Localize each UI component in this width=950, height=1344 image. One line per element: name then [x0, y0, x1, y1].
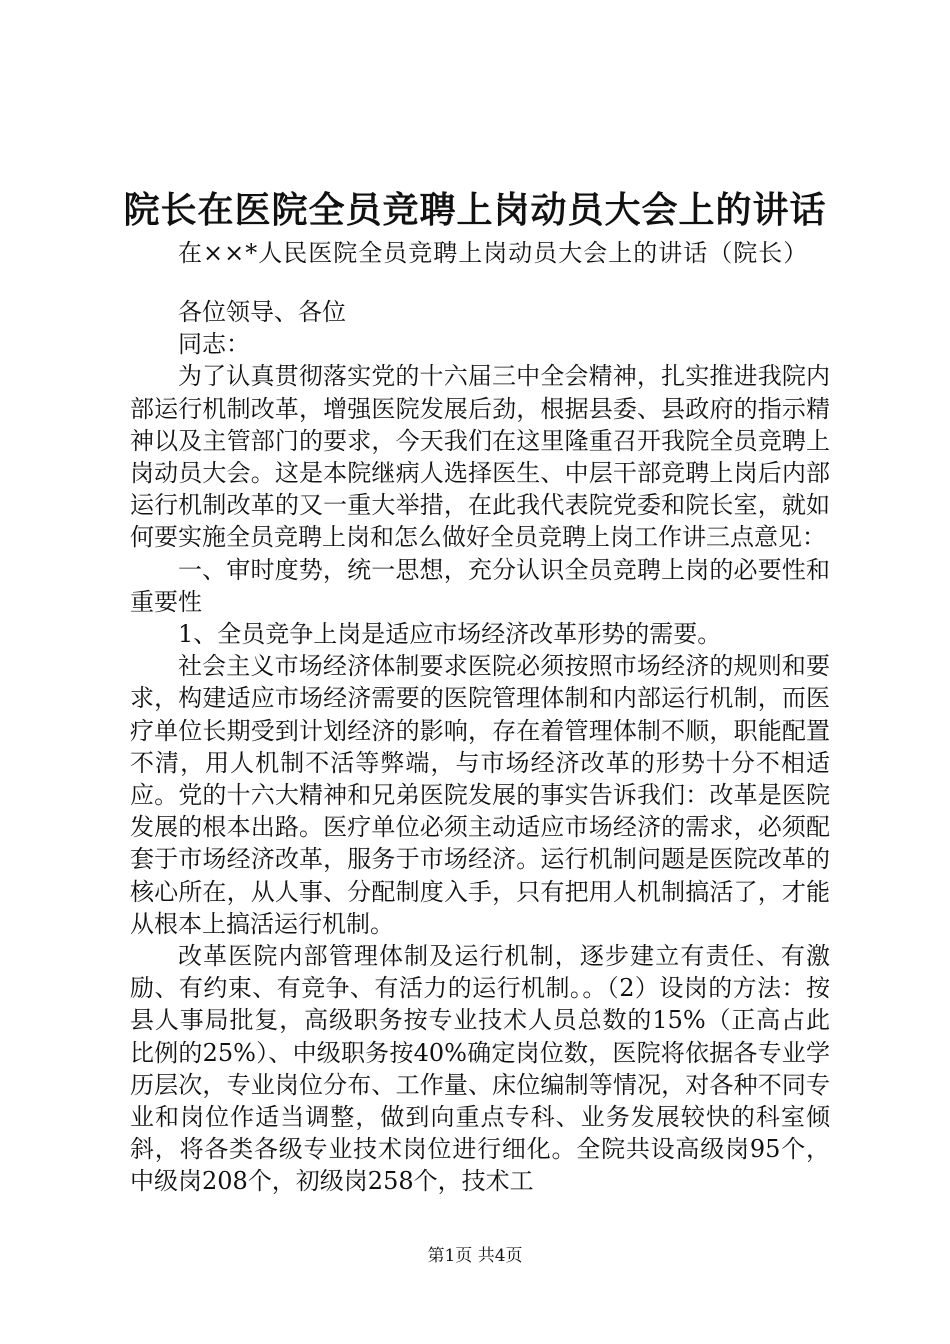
page-number-footer: 第1页 共4页 — [427, 1246, 523, 1266]
paragraph-market-economy: 社会主义市场经济体制要求医院必须按照市场经济的规则和要求，构建适应市场经济需要的医院管理体制和内部运行机制，而医疗单位长期受到计划经济的影响，存在着管理体制不顺，职能配置不清，用人机制不活等弊端，与市场经济改革的形势十分不相适应。党的十六大精神和兄弟医院发展的事实告诉我们：改革是医院发展的根本出路。医疗单位必须主动适应市场经济的需求，必须配套于市场经济改革，服务于市场经济。运行机制问题是医院改革的核心所在，从人事、分配制度入手，只有把用人机制搞活了，才能从根本上搞活运行机制。 — [130, 652, 830, 938]
section-heading-1: 一、审时度势，统一思想，充分认识全员竞聘上岗的必要性和重要性 — [130, 555, 830, 616]
subsection-heading-1: 1、全员竞争上岗是适应市场经济改革形势的需要。 — [178, 620, 722, 649]
document-body — [130, 296, 830, 1198]
paragraph-reform: 改革医院内部管理体制及运行机制，逐步建立有责任、有激励、有约束、有竞争、有活力的运行机制。。（2）设岗的方法：按县人事局批复，高级职务按专业技术人员总数的15%（正高占此比例的25%）、中级职务按40%确定岗位数，医院将依据各专业学历层次，专业岗位分布、工作量、床位编制等情况，对各种不同专业和岗位作适当调整，做到向重点专科、业务发展较快的科室倾斜，将各类各级专业技术岗位进行细化。全院共设高级岗95个，中级岗208个，初级岗258个，技术工 — [130, 942, 830, 1196]
document-title: 院长在医院全员竞聘上岗动员大会上的讲话 — [123, 189, 827, 231]
salutation-line-1: 各位领导、各位 — [178, 298, 346, 326]
paragraph-intro: 为了认真贯彻落实党的十六届三中全会精神，扎实推进我院内部运行机制改革，增强医院发展后劲，根据县委、县政府的指示精神以及主管部门的要求，今天我们在这里隆重召开我院全员竞聘上岗动员大会。这是本院继病人选择医生、中层干部竞聘上岗后内部运行机制改革的又一重大举措，在此我代表院党委和院长室，就如何要实施全员竞聘上岗和怎么做好全员竞聘上岗工作讲三点意见： — [130, 362, 830, 552]
salutation-line-2: 同志： — [178, 330, 250, 359]
document-subtitle: 在××*人民医院全员竞聘上岗动员大会上的讲话（院长） — [178, 239, 809, 267]
